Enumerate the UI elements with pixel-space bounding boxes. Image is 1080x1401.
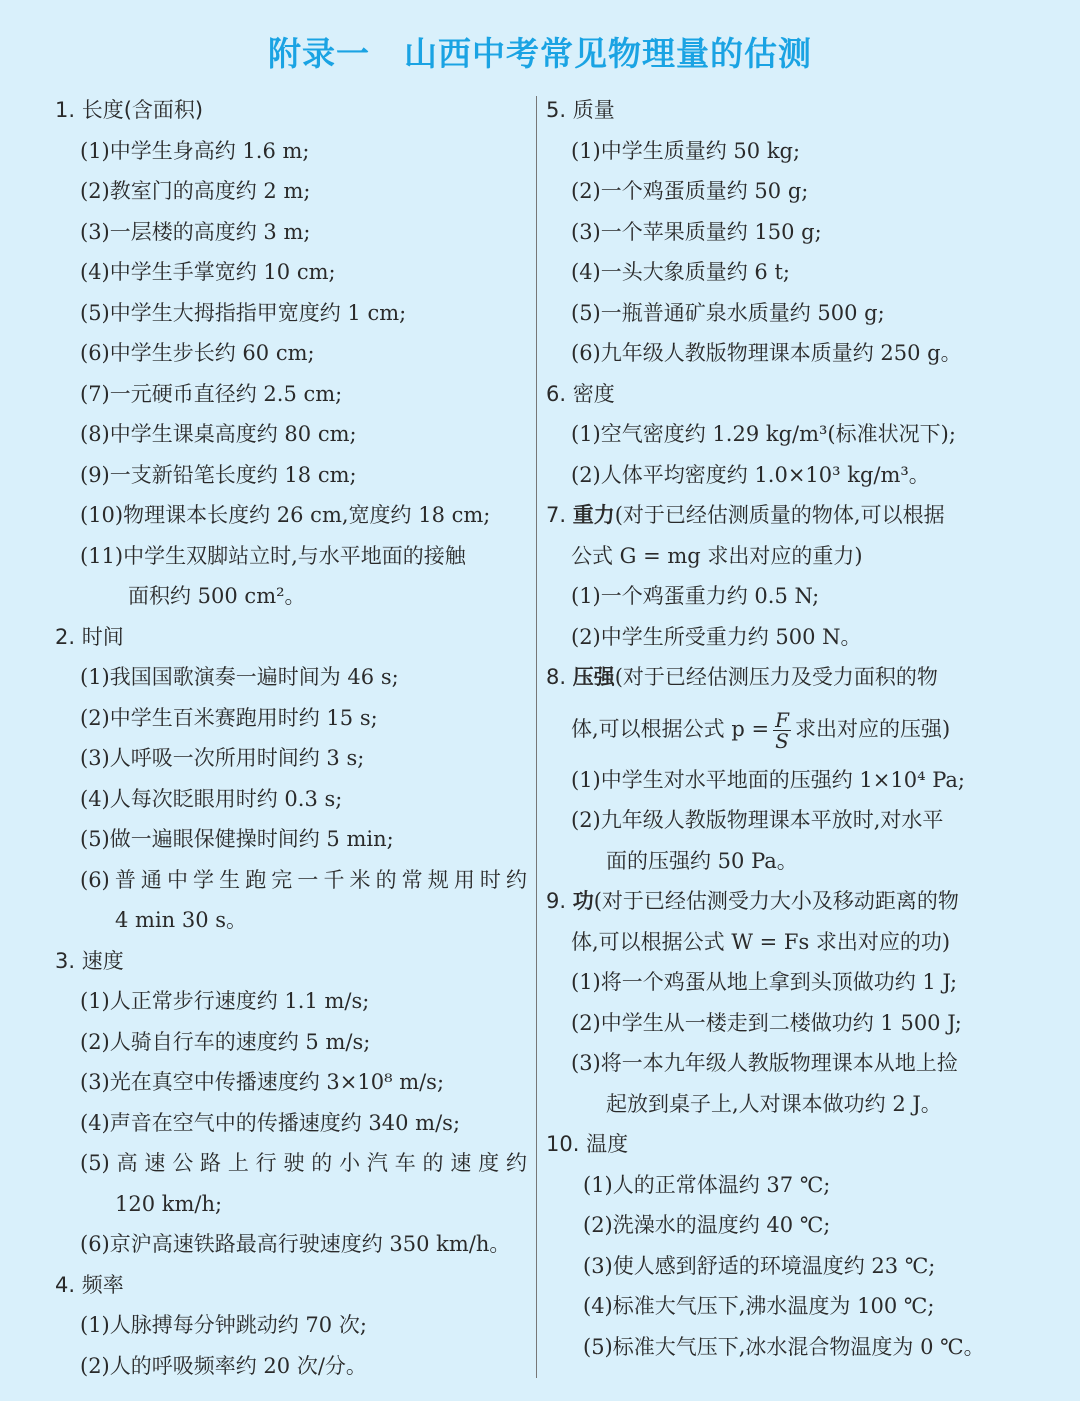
list-item: (6)九年级人教版物理课本质量约 250 g。 xyxy=(571,341,962,365)
section-number: 7. xyxy=(546,503,567,527)
note-text: 求出对应的压强) xyxy=(794,716,951,741)
list-item: (6)中学生步长约 60 cm; xyxy=(80,341,315,365)
list-item: (1)人脉搏每分钟跳动约 70 次; xyxy=(80,1313,367,1337)
list-item: (9)一支新铅笔长度约 18 cm; xyxy=(80,462,357,487)
title-part1: 附录一 xyxy=(268,34,370,73)
list-item: (4)人每次眨眼用时约 0.3 s; xyxy=(80,786,343,811)
left-column xyxy=(55,90,527,1386)
section-head: 功 xyxy=(572,889,594,913)
section-title-speed: 3. 速度 xyxy=(55,948,124,973)
list-item: (2)人的呼吸频率约 20 次/分。 xyxy=(80,1353,367,1378)
list-item: (6)京沪高速铁路最高行驶速度约 350 km/h。 xyxy=(80,1232,511,1256)
list-item: (5)中学生大拇指指甲宽度约 1 cm; xyxy=(80,300,407,325)
list-item: (3)一层楼的高度约 3 m; xyxy=(80,219,311,244)
list-item: (4)一头大象质量约 6 t; xyxy=(571,260,790,284)
list-item: (2)中学生百米赛跑用时约 15 s; xyxy=(80,705,378,730)
list-item: (7)一元硬币直径约 2.5 cm; xyxy=(80,381,343,406)
section-title-temperature: 10. 温度 xyxy=(546,1132,629,1156)
list-item: (1)空气密度约 1.29 kg/m³(标准状况下); xyxy=(571,422,956,446)
section-head: 压强 xyxy=(572,665,615,689)
fraction-denominator: S xyxy=(775,728,789,753)
section-number: 9. xyxy=(546,889,567,913)
section-note-continuation: 体,可以根据公式 W = Fs 求出对应的功) xyxy=(571,929,951,954)
list-item: (3)光在真空中传播速度约 3×10⁸ m/s; xyxy=(80,1070,445,1094)
list-item: (1)中学生对水平地面的压强约 1×10⁴ Pa; xyxy=(571,767,965,792)
list-item: (3)将一本九年级人教版物理课本从地上捡 xyxy=(571,1051,958,1075)
section-note-continuation: 公式 G = mg 求出对应的重力) xyxy=(571,543,863,568)
list-item: (5)高速公路上行驶的小汽车的速度约 xyxy=(80,1151,527,1175)
section-note: (对于已经估测质量的物体,可以根据 xyxy=(614,503,945,527)
list-item: (1)中学生身高约 1.6 m; xyxy=(80,138,310,163)
section-note: (对于已经估测压力及受力面积的物 xyxy=(614,665,938,689)
list-item: (2)人骑自行车的速度约 5 m/s; xyxy=(80,1029,371,1054)
column-divider xyxy=(536,96,537,1378)
list-item-continuation: 面积约 500 cm²。 xyxy=(128,584,306,608)
list-item: (4)中学生手掌宽约 10 cm; xyxy=(80,260,336,284)
list-item: (8)中学生课桌高度约 80 cm; xyxy=(80,422,357,446)
list-item: (3)使人感到舒适的环境温度约 23 ℃; xyxy=(583,1253,936,1278)
list-item: (5)做一遍眼保健操时间约 5 min; xyxy=(80,827,394,851)
list-item: (6)普通中学生跑完一千米的常规用时约 xyxy=(80,867,527,892)
section-title-work xyxy=(546,881,1018,922)
list-item: (5)标准大气压下,冰水混合物温度为 0 ℃。 xyxy=(583,1334,985,1359)
list-item: (1)人正常步行速度约 1.1 m/s; xyxy=(80,989,370,1013)
section-title-pressure xyxy=(546,657,1018,698)
section-note-continuation xyxy=(546,698,1018,760)
list-item: (2)教室门的高度约 2 m; xyxy=(80,179,311,203)
section-title-density: 6. 密度 xyxy=(546,381,615,406)
list-item: (2)中学生从一楼走到二楼做功约 1 500 J; xyxy=(571,1010,962,1035)
note-text: 体,可以根据公式 p = xyxy=(571,716,770,741)
list-item: (3)一个苹果质量约 150 g; xyxy=(571,219,822,244)
section-note: (对于已经估测受力大小及移动距离的物 xyxy=(593,889,959,913)
section-title-length: 1. 长度(含面积) xyxy=(55,98,204,122)
title-part2: 山西中考常见物理量的估测 xyxy=(404,34,812,73)
section-title-mass: 5. 质量 xyxy=(546,98,615,122)
list-item: (2)中学生所受重力约 500 N。 xyxy=(571,624,862,649)
section-title-frequency: 4. 频率 xyxy=(55,1272,124,1297)
section-number: 8. xyxy=(546,665,567,689)
list-item: (1)将一个鸡蛋从地上拿到头顶做功约 1 J; xyxy=(571,970,958,994)
list-item: (1)人的正常体温约 37 ℃; xyxy=(583,1172,831,1197)
section-head: 重力 xyxy=(572,503,615,527)
list-item-continuation: 起放到桌子上,人对课本做功约 2 J。 xyxy=(606,1091,942,1116)
section-title-time: 2. 时间 xyxy=(55,624,124,649)
list-item: (1)我国国歌演奏一遍时间为 46 s; xyxy=(80,665,399,689)
pressure-formula-fraction xyxy=(773,707,791,753)
list-item: (11)中学生双脚站立时,与水平地面的接触 xyxy=(80,543,466,568)
list-item: (2)洗澡水的温度约 40 ℃; xyxy=(583,1213,831,1237)
list-item: (4)标准大气压下,沸水温度为 100 ℃; xyxy=(583,1294,935,1318)
list-item-continuation: 120 km/h; xyxy=(115,1191,223,1216)
page-title xyxy=(0,28,1080,75)
right-column xyxy=(546,90,1018,1367)
list-item: (4)声音在空气中的传播速度约 340 m/s; xyxy=(80,1110,461,1135)
section-title-gravity xyxy=(546,495,1018,536)
list-item-continuation: 4 min 30 s。 xyxy=(115,908,248,932)
list-item: (1)中学生质量约 50 kg; xyxy=(571,138,801,163)
list-item: (2)九年级人教版物理课本平放时,对水平 xyxy=(571,808,944,832)
list-item: (1)一个鸡蛋重力约 0.5 N; xyxy=(571,584,820,608)
list-item: (2)人体平均密度约 1.0×10³ kg/m³。 xyxy=(571,462,930,487)
fraction-numerator: F xyxy=(775,707,789,732)
list-item-continuation: 面的压强约 50 Pa。 xyxy=(606,848,798,873)
list-item: (5)一瓶普通矿泉水质量约 500 g; xyxy=(571,300,885,325)
list-item: (10)物理课本长度约 26 cm,宽度约 18 cm; xyxy=(80,503,491,527)
list-item: (2)一个鸡蛋质量约 50 g; xyxy=(571,179,809,203)
list-item: (3)人呼吸一次所用时间约 3 s; xyxy=(80,746,365,770)
